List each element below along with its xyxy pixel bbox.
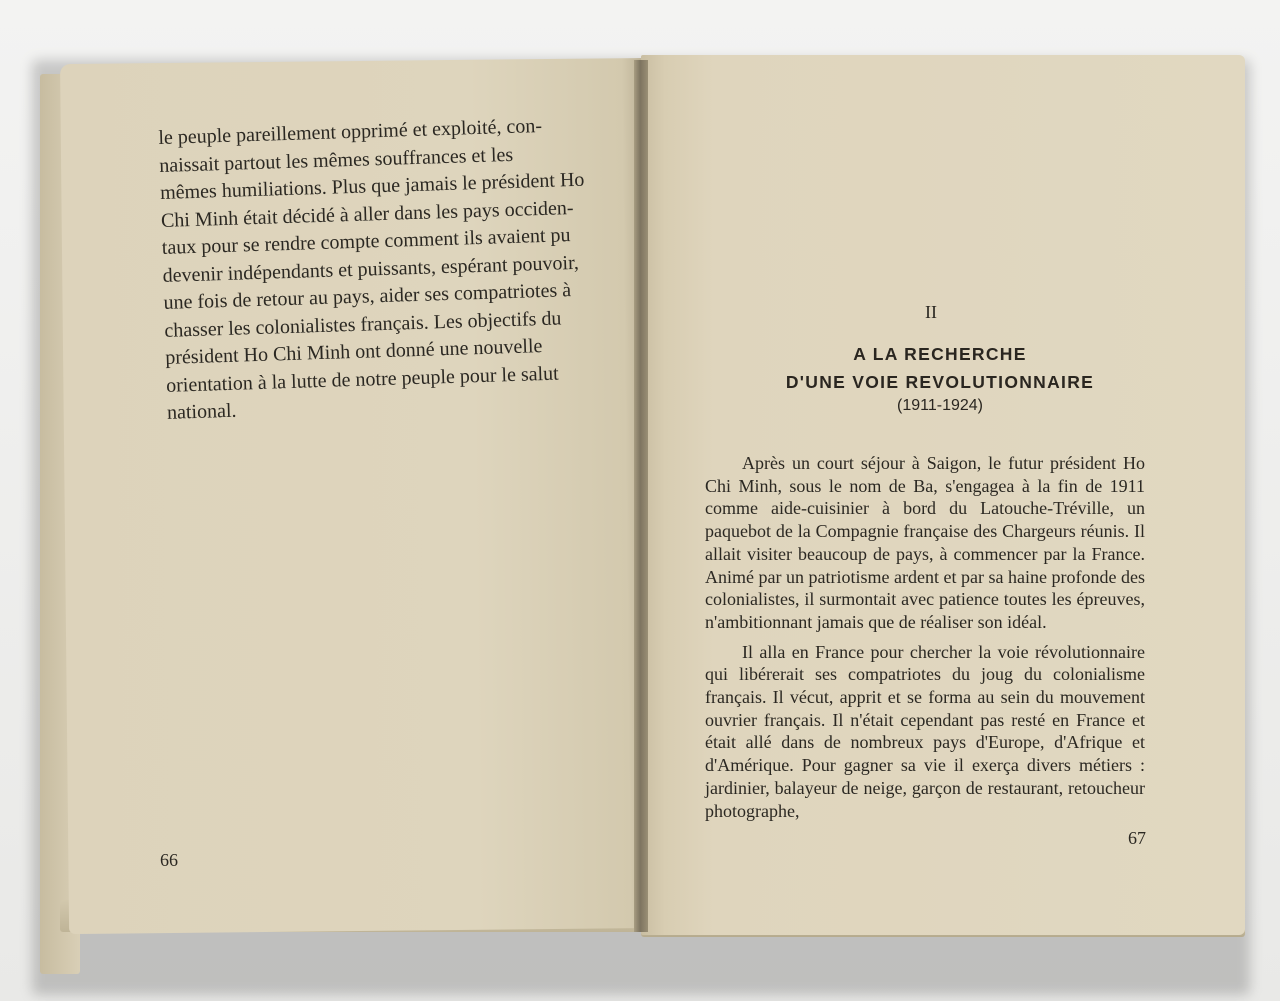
paragraph: Il alla en France pour chercher la voie révolutionnaire qui libérerait ses compatriotes du joug du colonialisme français. Il vécut, apprit et se forma au sein du mouvement ouvrier français. Il n'était cependant pas resté en France et était allé dans de nombreux pays d'Europe, d'Afrique et d'Amérique. Pour gagner sa vie il exerça divers métiers : jardinier, balayeur de neige, garçon de restaurant, retoucheur photographe,	[705, 641, 1145, 821]
text-line: devenir indépendants et puissants, espérant pouvoir,	[162, 251, 580, 287]
chapter-title-line: D'UNE VOIE REVOLUTIONNAIRE	[785, 372, 1095, 392]
text-line: mêmes humiliations. Plus que jamais le président Ho	[159, 168, 585, 204]
text-line: le peuple pareillement opprimé et exploité, con-	[158, 114, 543, 149]
chapter-title	[760, 340, 1120, 396]
text-line: naissait partout les mêmes souffrances et les	[158, 143, 514, 177]
text-line: chasser les colonialistes français. Les objectifs du	[164, 306, 562, 342]
text-line: taux pour se rendre compte comment ils avaient pu	[161, 224, 571, 259]
chapter-dates: (1911-1924)	[897, 397, 983, 414]
chapter-title-line: A LA RECHERCHE	[853, 344, 1027, 364]
right-page-number: 67	[1128, 828, 1146, 848]
book-gutter	[634, 60, 648, 932]
text-line: président Ho Chi Minh ont donné une nouvelle	[164, 335, 543, 369]
text-line: une fois de retour au pays, aider ses compatriotes à	[163, 279, 572, 314]
paragraph: Après un court séjour à Saigon, le futur président Ho Chi Minh, sous le nom de Ba, s'engagea à la fin de 1911 comme aide-cuisinier à bord du Latouche-Tréville, un paquebot de la Compagnie française des Chargeurs réunis. Il allait visiter beaucoup de pays, à commencer par la France. Animé par un patriotisme ardent et par sa haine profonde des colonialistes, il surmontait avec patience toutes les épreuves, n'ambitionnant jamais que de réaliser son idéal.	[705, 453, 1145, 632]
text-line: national.	[166, 399, 237, 424]
chapter-number: II	[925, 302, 937, 322]
right-page-text	[705, 452, 1145, 829]
text-line: orientation à la lutte de notre peuple pour le salut	[165, 362, 559, 397]
left-page-text	[158, 111, 597, 427]
text-line: Chi Minh était décidé à aller dans les pays occiden-	[160, 196, 574, 232]
left-page-number: 66	[160, 850, 178, 870]
